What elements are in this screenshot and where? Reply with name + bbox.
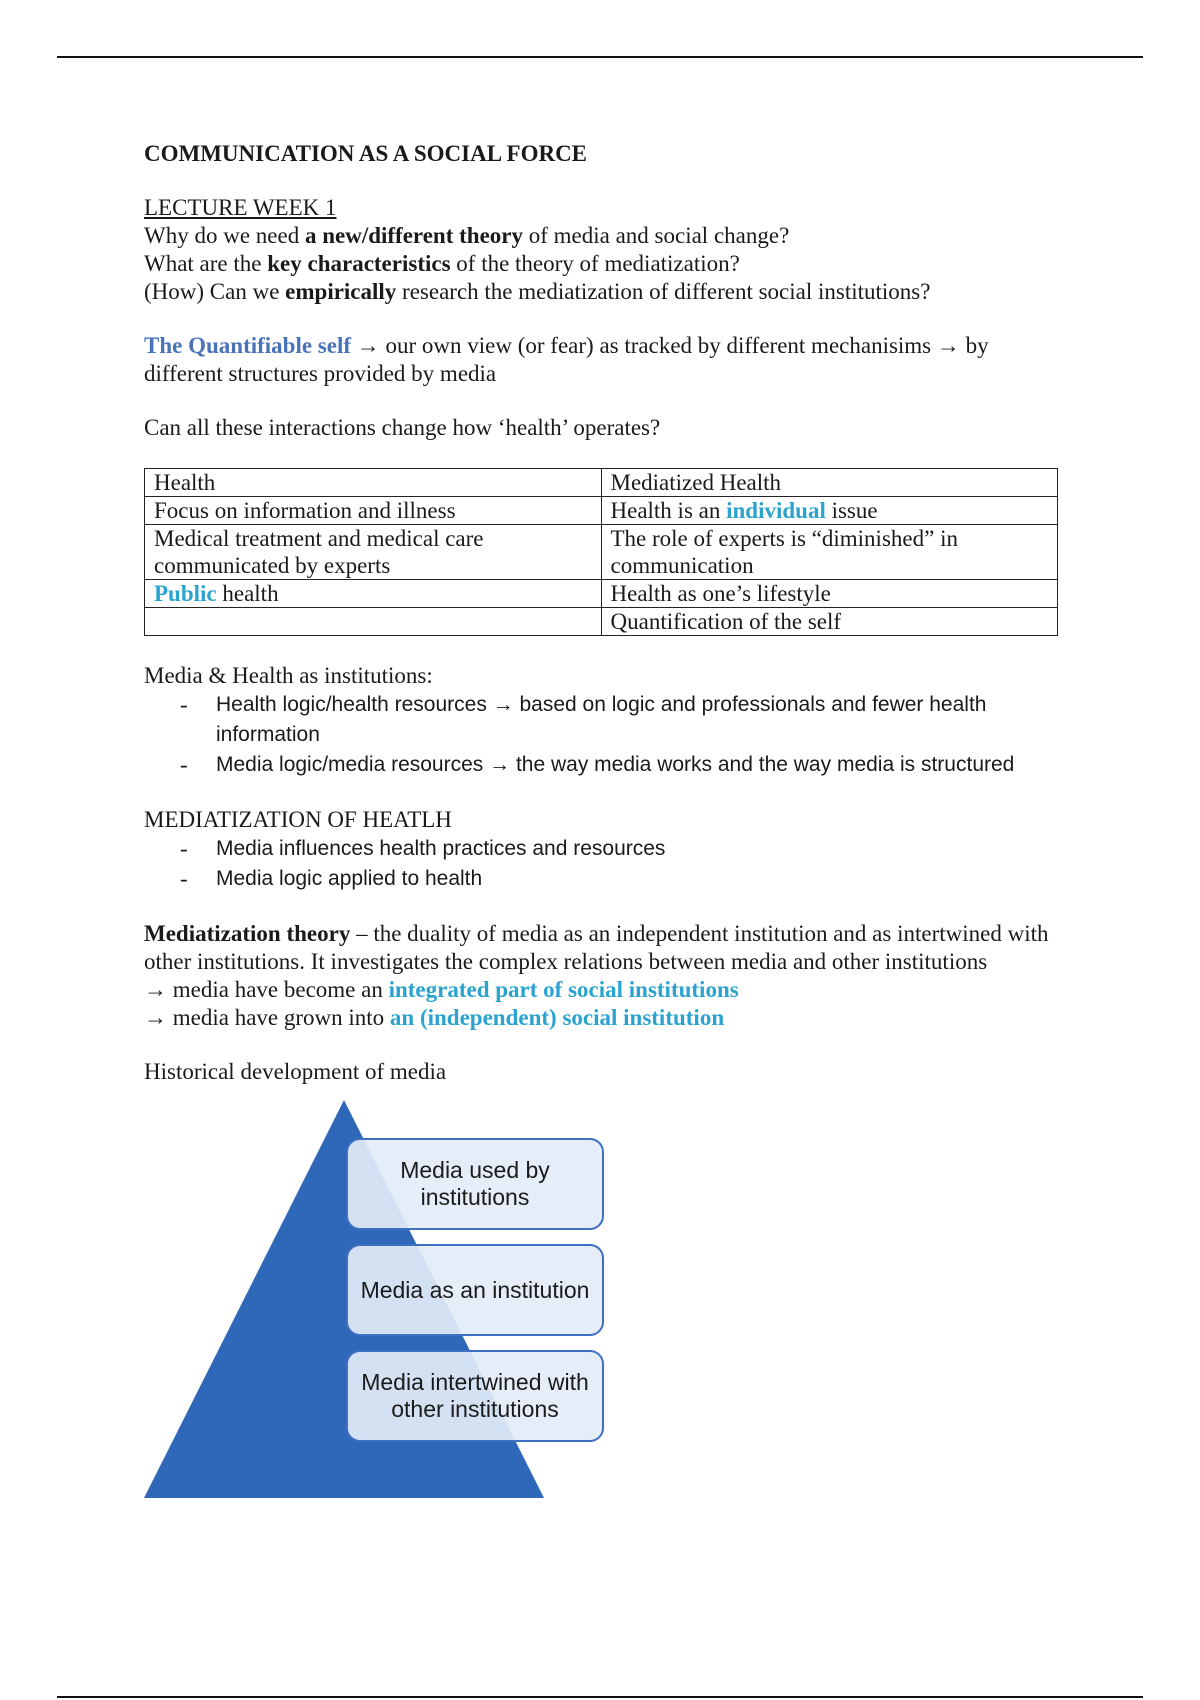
dash-bullet: - <box>180 692 188 717</box>
pyramid-box-media-intertwined: Media intertwined with other institutions <box>346 1350 604 1442</box>
question-1-bold: a new/different theory <box>304 223 523 248</box>
cell-accent: individual <box>726 498 826 523</box>
document-title: COMMUNICATION AS A SOCIAL FORCE <box>144 141 588 166</box>
list-item <box>144 864 1064 894</box>
question-2-pre: What are the <box>144 251 268 276</box>
document-body <box>144 140 1064 1510</box>
top-rule <box>57 56 1143 58</box>
table-row <box>145 469 1058 497</box>
table-cell: Focus on information and illness <box>145 497 602 525</box>
theory-text: – the duality of media as an independent institution and as intertwined with other institutions. It investigates the complex relations between media and other institutions <box>144 921 1049 974</box>
question-1-post: of media and social change? <box>522 223 790 248</box>
list-item-text: Media logic/media resources → the way media works and the way media is structured <box>216 753 1015 776</box>
table-cell: Health as one’s lifestyle <box>601 580 1058 608</box>
question-3 <box>144 278 1064 306</box>
institutions-list <box>144 690 1064 780</box>
list-item-text: Media influences health practices and resources <box>216 837 666 860</box>
list-item <box>144 834 1064 864</box>
table-header-mediatized-health: Mediatized Health <box>601 469 1058 497</box>
lecture-heading: LECTURE WEEK 1 <box>144 195 337 220</box>
cell-accent: Public <box>154 581 217 606</box>
table-cell-empty <box>145 608 602 636</box>
dash-bullet: - <box>180 752 188 777</box>
theory-line-1 <box>144 976 1064 1004</box>
cell-text: issue <box>825 498 878 523</box>
table-row <box>145 497 1058 525</box>
question-3-pre: (How) Can we <box>144 279 286 304</box>
cell-text: Health is an <box>610 498 727 523</box>
question-1 <box>144 222 1064 250</box>
theory-line-1-accent: integrated part of social institutions <box>388 977 739 1002</box>
table-row <box>145 580 1058 608</box>
quantifiable-self-paragraph <box>144 332 1064 388</box>
theory-line-2 <box>144 1004 1064 1032</box>
media-pyramid-diagram <box>144 1100 614 1510</box>
health-comparison-table <box>144 468 1058 636</box>
dash-bullet: - <box>180 836 188 861</box>
question-2-post: of the theory of mediatization? <box>450 251 740 276</box>
table-cell: Quantification of the self <box>601 608 1058 636</box>
table-row <box>145 525 1058 580</box>
question-1-pre: Why do we need <box>144 223 305 248</box>
theory-paragraph <box>144 920 1064 976</box>
cell-text: health <box>216 581 279 606</box>
theory-line-2-accent: an (independent) social institution <box>389 1005 725 1030</box>
question-3-post: research the mediatization of different social institutions? <box>396 279 931 304</box>
table-row <box>145 608 1058 636</box>
quantifiable-self-text: → our own view (or fear) as tracked by different mechanisims → by different structures provided by media <box>144 333 989 386</box>
table-cell: Medical treatment and medical care communicated by experts <box>145 525 602 580</box>
table-cell <box>145 580 602 608</box>
table-cell <box>601 497 1058 525</box>
list-item <box>144 750 1064 780</box>
bottom-rule <box>57 1696 1143 1698</box>
quantifiable-self-term: The Quantifiable self <box>144 333 352 358</box>
pyramid-box-media-used-by-institutions: Media used by institutions <box>346 1138 604 1230</box>
theory-line-1-text: → media have become an <box>144 977 389 1002</box>
mediatization-heading: MEDIATIZATION OF HEATLH <box>144 807 452 832</box>
question-2-bold: key characteristics <box>267 251 451 276</box>
list-item-text: Health logic/health resources → based on logic and professionals and fewer health information <box>216 693 987 746</box>
historical-heading: Historical development of media <box>144 1059 447 1084</box>
pyramid-box-media-as-an-institution: Media as an institution <box>346 1244 604 1336</box>
question-3-bold: empirically <box>285 279 397 304</box>
theory-term: Mediatization theory <box>144 921 351 946</box>
mediatization-list <box>144 834 1064 894</box>
question-2 <box>144 250 1064 278</box>
list-item-text: Media logic applied to health <box>216 867 483 890</box>
institutions-heading: Media & Health as institutions: <box>144 663 433 688</box>
table-cell: The role of experts is “diminished” in communication <box>601 525 1058 580</box>
interactions-question: Can all these interactions change how ‘health’ operates? <box>144 415 661 440</box>
dash-bullet: - <box>180 866 188 891</box>
table-header-health: Health <box>145 469 602 497</box>
list-item <box>144 690 1064 750</box>
theory-line-2-text: → media have grown into <box>144 1005 390 1030</box>
